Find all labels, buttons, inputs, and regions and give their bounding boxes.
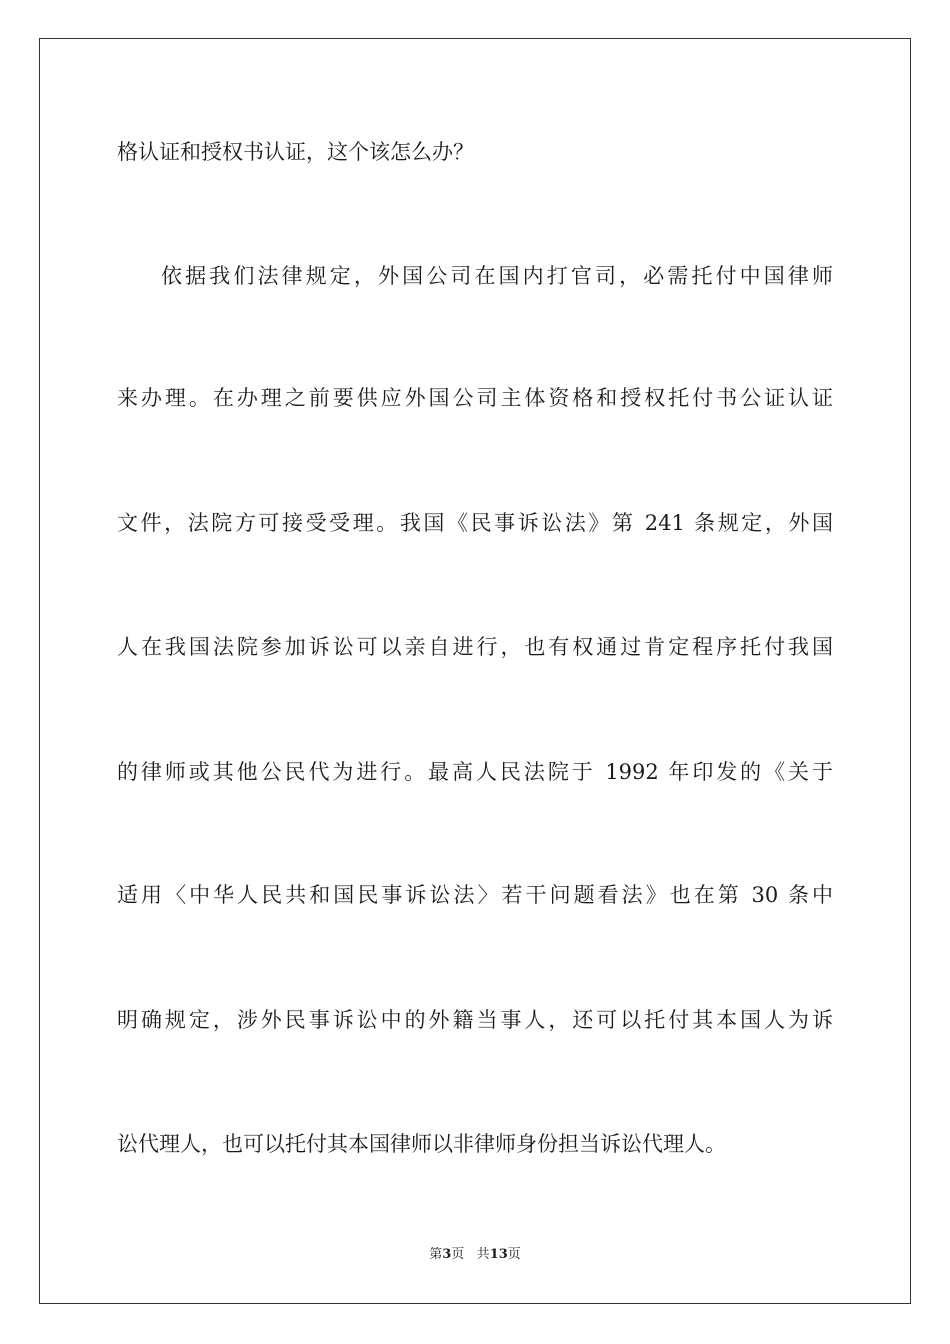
footer-page-suffix: 页 [451,1247,465,1262]
footer-total-pages: 13 [489,1247,508,1262]
page-border [39,38,911,1304]
paragraph-line-2: 依据我们法律规定，外国公司在国内打官司，必需托付中国律师 [161,264,833,288]
footer-page-number: 3 [442,1247,452,1262]
footer-total-suffix: 页 [507,1247,521,1262]
paragraph-line-1: 格认证和授权书认证，这个该怎么办？ [117,140,474,164]
paragraph-line-8: 明确规定，涉外民事诉讼中的外籍当事人，还可以托付其本国人为诉 [117,1008,833,1032]
paragraph-line-6: 的律师或其他公民代为进行。最高人民法院于 1992 年印发的《关于 [117,760,833,784]
footer-prefix: 第 [429,1247,443,1262]
paragraph-line-3: 来办理。在办理之前要供应外国公司主体资格和授权托付书公证认证 [117,386,833,410]
page-footer [0,1246,950,1264]
paragraph-line-5: 人在我国法院参加诉讼可以亲自进行，也有权通过肯定程序托付我国 [117,635,833,659]
paragraph-line-4: 文件，法院方可接受受理。我国《民事诉讼法》第 241 条规定，外国 [117,511,833,535]
paragraph-line-7: 适用〈中华人民共和国民事诉讼法〉若干问题看法》也在第 30 条中 [117,883,833,907]
footer-total-prefix: 共 [476,1247,490,1262]
paragraph-line-9: 讼代理人，也可以托付其本国律师以非律师身份担当诉讼代理人。 [117,1132,726,1156]
